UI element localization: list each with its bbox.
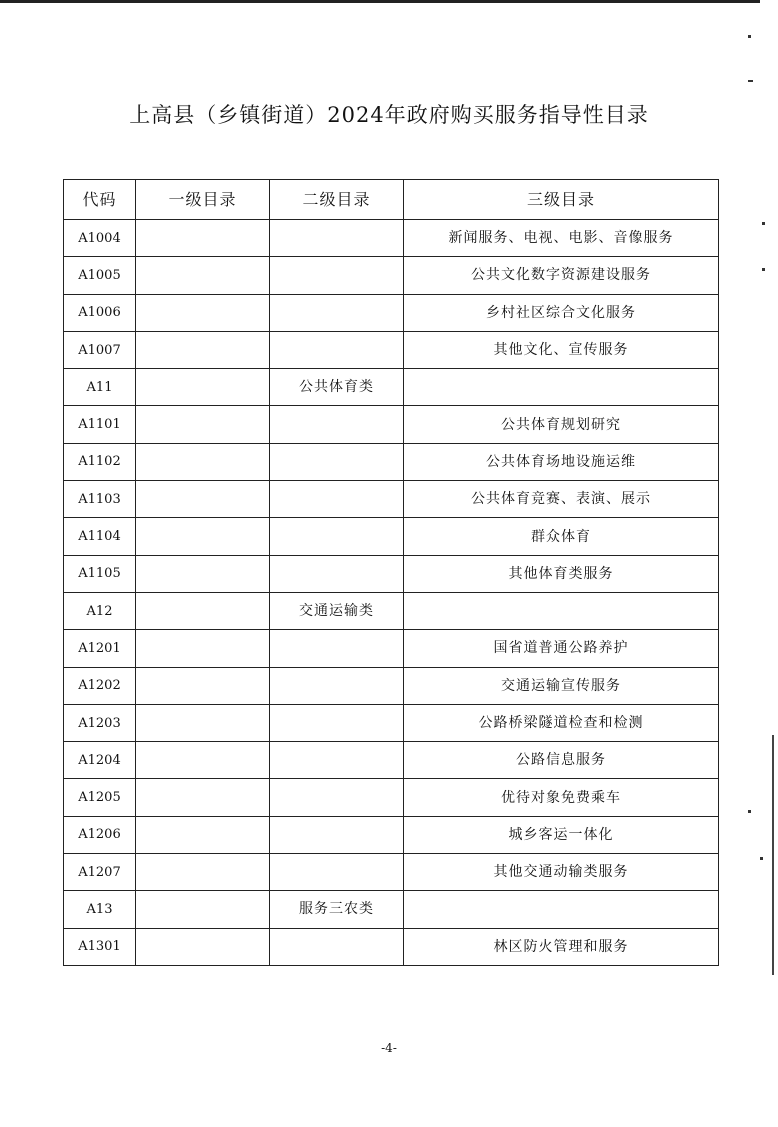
table-row bbox=[64, 928, 719, 965]
cell-level2: 公共体育类 bbox=[270, 369, 404, 406]
cell-level2 bbox=[270, 816, 404, 853]
cell-code: A1006 bbox=[64, 294, 136, 331]
cell-level3: 公共文化数字资源建设服务 bbox=[404, 257, 719, 294]
scan-top-edge bbox=[0, 0, 760, 3]
cell-level2 bbox=[270, 443, 404, 480]
cell-level2 bbox=[270, 555, 404, 592]
cell-code: A1007 bbox=[64, 331, 136, 368]
cell-code: A1104 bbox=[64, 518, 136, 555]
cell-level2 bbox=[270, 742, 404, 779]
scan-speck bbox=[748, 80, 753, 82]
table-row bbox=[64, 854, 719, 891]
table-header-row bbox=[64, 180, 719, 220]
header-level3: 三级目录 bbox=[404, 180, 719, 220]
table-row bbox=[64, 369, 719, 406]
cell-level3: 国省道普通公路养护 bbox=[404, 630, 719, 667]
cell-code: A1103 bbox=[64, 481, 136, 518]
table-row bbox=[64, 518, 719, 555]
cell-code: A1206 bbox=[64, 816, 136, 853]
header-level2: 二级目录 bbox=[270, 180, 404, 220]
cell-level3 bbox=[404, 369, 719, 406]
header-code: 代码 bbox=[64, 180, 136, 220]
cell-level2 bbox=[270, 331, 404, 368]
cell-code: A1207 bbox=[64, 854, 136, 891]
cell-level2 bbox=[270, 406, 404, 443]
scan-speck bbox=[762, 268, 765, 271]
cell-level2 bbox=[270, 220, 404, 257]
header-level1: 一级目录 bbox=[136, 180, 270, 220]
cell-code: A13 bbox=[64, 891, 136, 928]
cell-code: A1102 bbox=[64, 443, 136, 480]
table-row bbox=[64, 667, 719, 704]
cell-level3: 公路信息服务 bbox=[404, 742, 719, 779]
cell-level3: 乡村社区综合文化服务 bbox=[404, 294, 719, 331]
scan-right-edge bbox=[772, 735, 774, 975]
cell-level1 bbox=[136, 592, 270, 629]
cell-level3: 优待对象免费乘车 bbox=[404, 779, 719, 816]
table-row bbox=[64, 891, 719, 928]
cell-level1 bbox=[136, 257, 270, 294]
cell-level1 bbox=[136, 443, 270, 480]
cell-code: A11 bbox=[64, 369, 136, 406]
table-row bbox=[64, 630, 719, 667]
table-row bbox=[64, 294, 719, 331]
table-row bbox=[64, 704, 719, 741]
cell-level3: 公路桥梁隧道检查和检测 bbox=[404, 704, 719, 741]
cell-level1 bbox=[136, 630, 270, 667]
table-row bbox=[64, 481, 719, 518]
table-row bbox=[64, 220, 719, 257]
cell-level1 bbox=[136, 481, 270, 518]
cell-level3: 新闻服务、电视、电影、音像服务 bbox=[404, 220, 719, 257]
cell-level1 bbox=[136, 294, 270, 331]
cell-level3: 交通运输宣传服务 bbox=[404, 667, 719, 704]
table-row bbox=[64, 779, 719, 816]
cell-level1 bbox=[136, 779, 270, 816]
cell-level1 bbox=[136, 742, 270, 779]
cell-code: A1005 bbox=[64, 257, 136, 294]
scan-speck bbox=[762, 222, 765, 225]
cell-code: A1201 bbox=[64, 630, 136, 667]
cell-level3: 群众体育 bbox=[404, 518, 719, 555]
cell-level3: 其他交通动输类服务 bbox=[404, 854, 719, 891]
cell-level1 bbox=[136, 555, 270, 592]
cell-code: A1203 bbox=[64, 704, 136, 741]
table-row bbox=[64, 257, 719, 294]
cell-level2 bbox=[270, 630, 404, 667]
page-number: -4- bbox=[381, 1041, 397, 1055]
cell-level1 bbox=[136, 704, 270, 741]
cell-level2 bbox=[270, 779, 404, 816]
cell-code: A12 bbox=[64, 592, 136, 629]
document-title: 上高县（乡镇街道）2024年政府购买服务指导性目录 bbox=[129, 103, 649, 127]
cell-level1 bbox=[136, 854, 270, 891]
cell-level2 bbox=[270, 704, 404, 741]
cell-level2 bbox=[270, 257, 404, 294]
table-row bbox=[64, 555, 719, 592]
cell-level1 bbox=[136, 369, 270, 406]
cell-level3 bbox=[404, 891, 719, 928]
cell-code: A1202 bbox=[64, 667, 136, 704]
cell-level1 bbox=[136, 816, 270, 853]
cell-level1 bbox=[136, 518, 270, 555]
table-row bbox=[64, 443, 719, 480]
cell-code: A1205 bbox=[64, 779, 136, 816]
cell-level2 bbox=[270, 518, 404, 555]
cell-level2 bbox=[270, 928, 404, 965]
table-row bbox=[64, 592, 719, 629]
cell-level2 bbox=[270, 667, 404, 704]
cell-code: A1301 bbox=[64, 928, 136, 965]
catalog-table bbox=[63, 179, 719, 966]
cell-level1 bbox=[136, 928, 270, 965]
cell-level3: 林区防火管理和服务 bbox=[404, 928, 719, 965]
cell-level2: 服务三农类 bbox=[270, 891, 404, 928]
cell-level1 bbox=[136, 331, 270, 368]
cell-level3: 公共体育场地设施运维 bbox=[404, 443, 719, 480]
cell-level3: 公共体育规划研究 bbox=[404, 406, 719, 443]
cell-level3: 其他体育类服务 bbox=[404, 555, 719, 592]
table-row bbox=[64, 816, 719, 853]
cell-level1 bbox=[136, 667, 270, 704]
scan-speck bbox=[748, 810, 751, 813]
cell-code: A1004 bbox=[64, 220, 136, 257]
table-row bbox=[64, 331, 719, 368]
cell-level3: 其他文化、宣传服务 bbox=[404, 331, 719, 368]
cell-code: A1105 bbox=[64, 555, 136, 592]
cell-level2 bbox=[270, 294, 404, 331]
cell-level3 bbox=[404, 592, 719, 629]
cell-level3: 城乡客运一体化 bbox=[404, 816, 719, 853]
cell-level1 bbox=[136, 406, 270, 443]
cell-code: A1204 bbox=[64, 742, 136, 779]
cell-level2: 交通运输类 bbox=[270, 592, 404, 629]
cell-level2 bbox=[270, 481, 404, 518]
cell-level1 bbox=[136, 220, 270, 257]
cell-level3: 公共体育竞赛、表演、展示 bbox=[404, 481, 719, 518]
cell-code: A1101 bbox=[64, 406, 136, 443]
scan-speck bbox=[748, 35, 751, 38]
cell-level1 bbox=[136, 891, 270, 928]
scan-speck bbox=[760, 857, 763, 860]
cell-level2 bbox=[270, 854, 404, 891]
table-row bbox=[64, 742, 719, 779]
table-row bbox=[64, 406, 719, 443]
